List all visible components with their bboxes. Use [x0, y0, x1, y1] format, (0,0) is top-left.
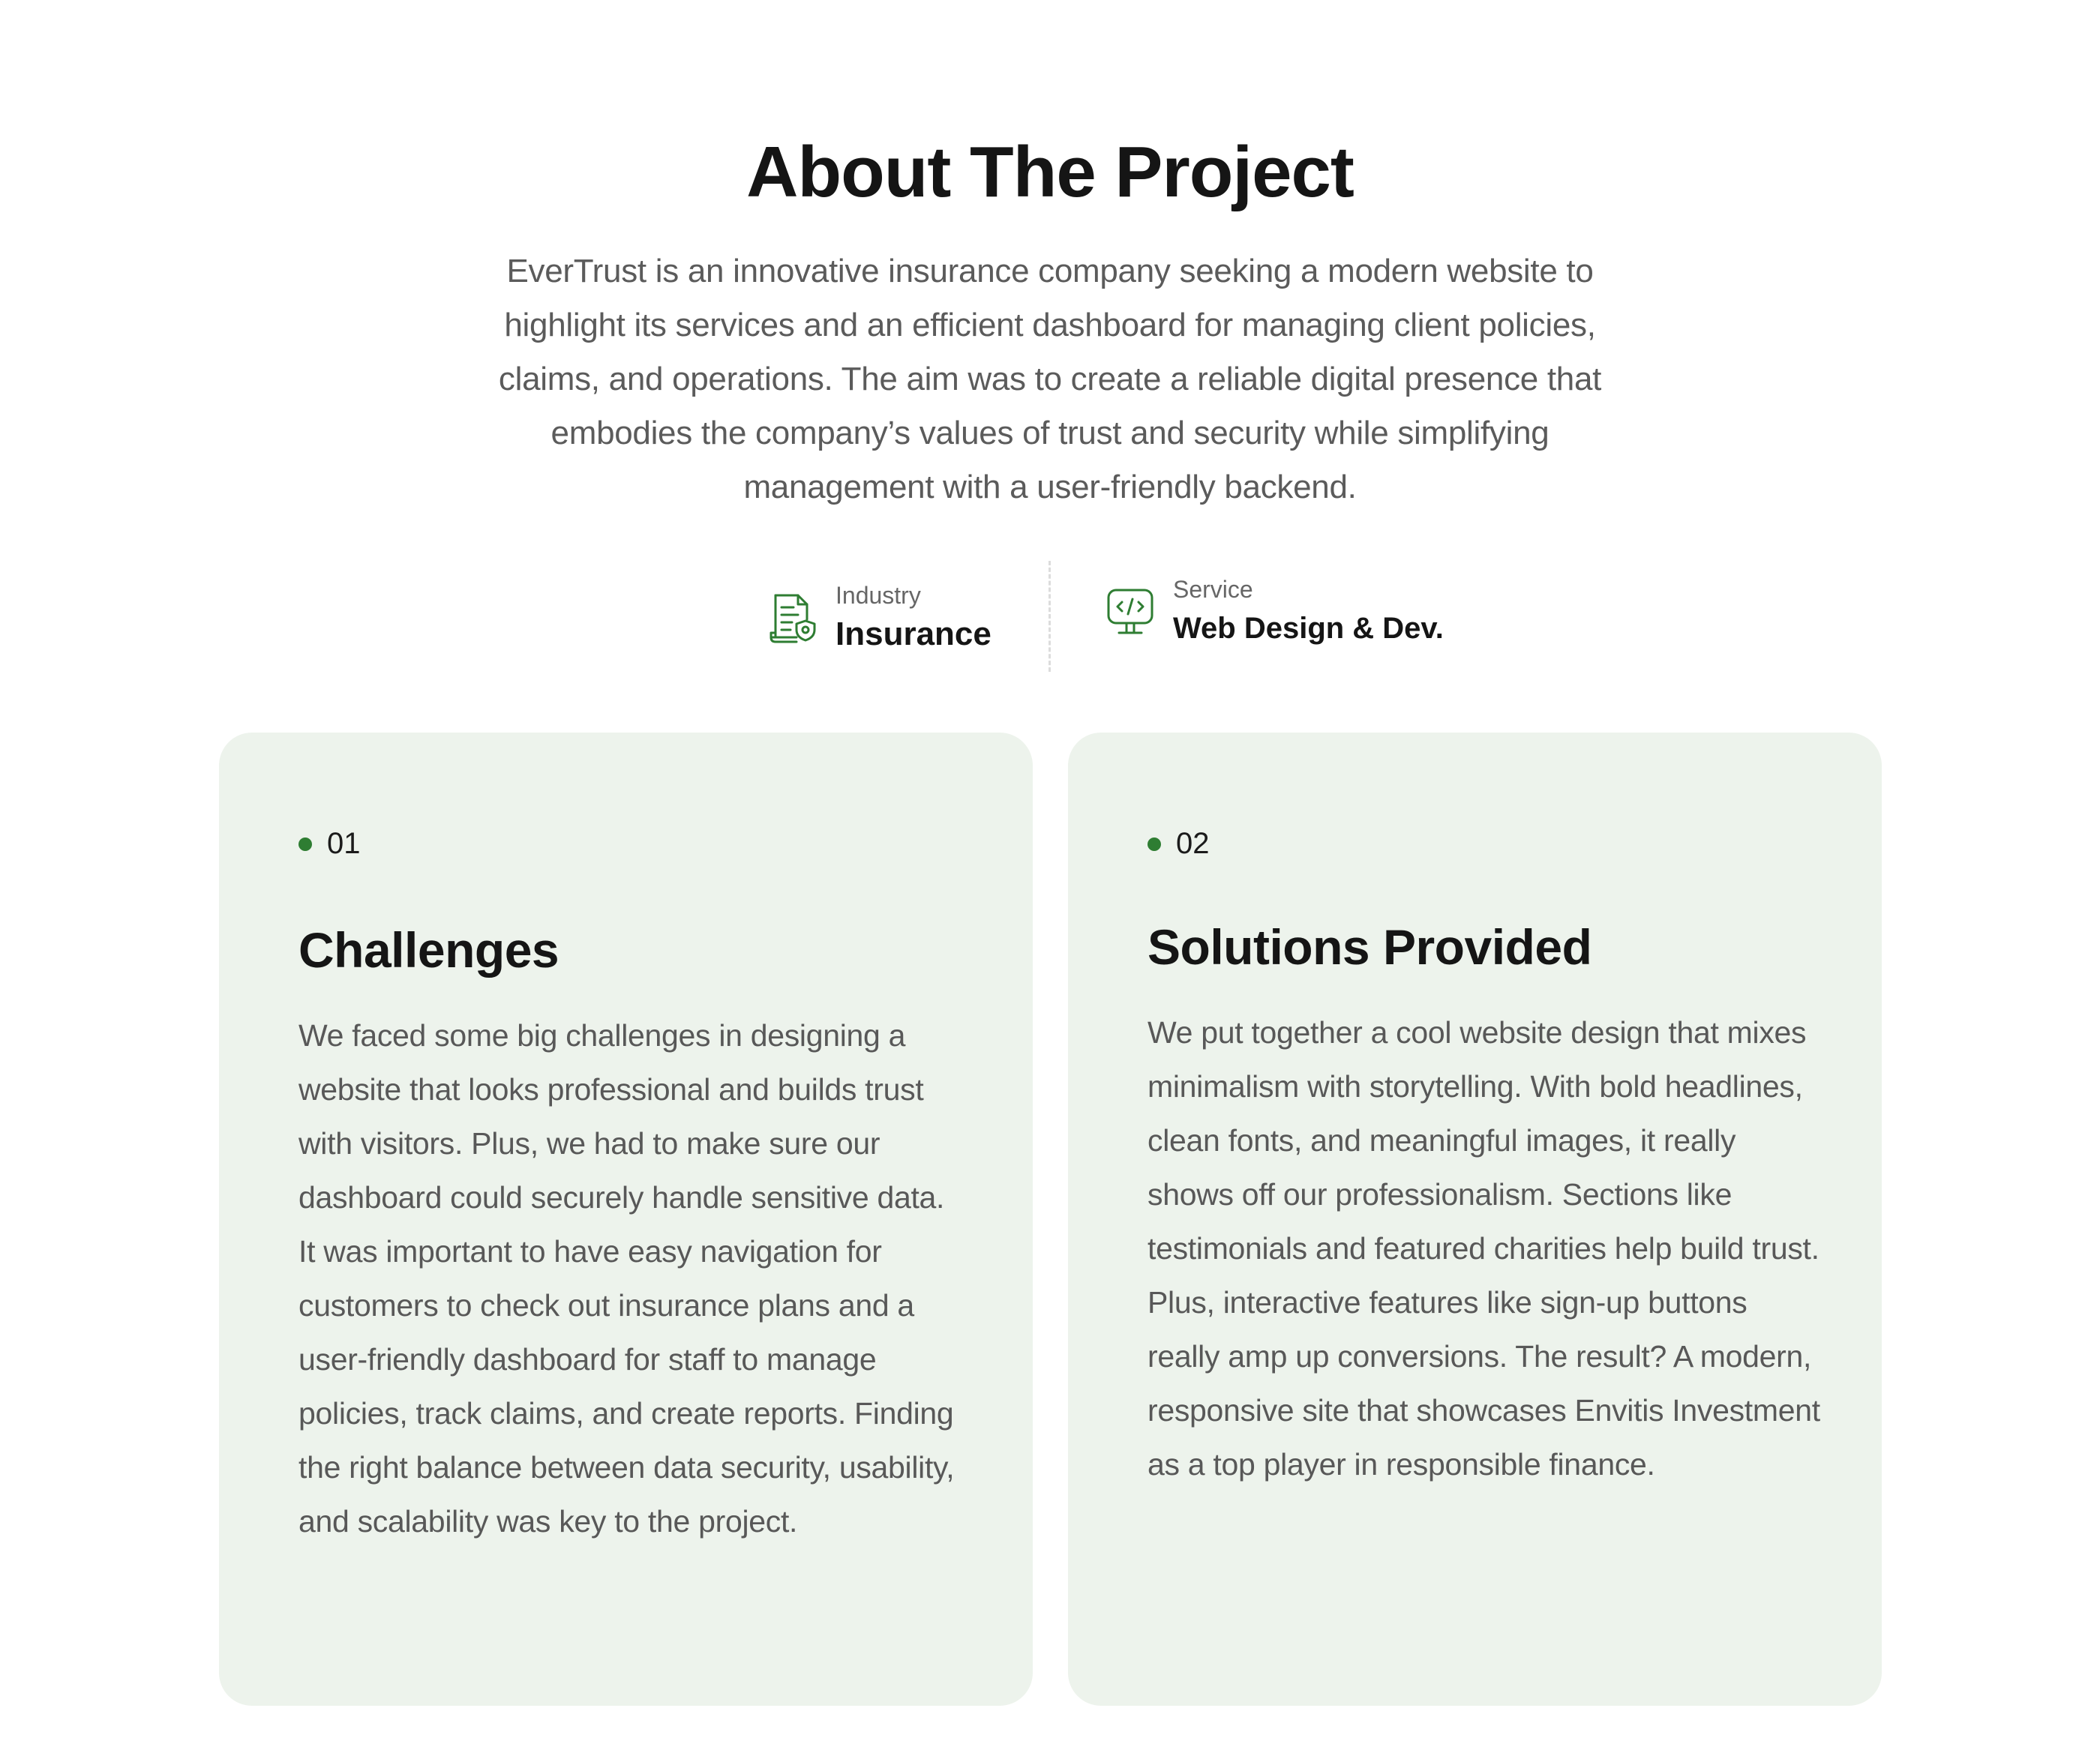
card-body: We faced some big challenges in designing a website that looks professional and builds trust with visitors. Plus, we had to make sure our dashboard could securely handle sensitive data. It was important to have easy navigation for customers to check out insurance plans and a user-friendly dashboard for staff to manage policies, track claims, and create reports. Finding the right balance between data security, usability, and scalability was key to the project.: [298, 1018, 955, 1539]
page-title: About The Project: [746, 132, 1354, 212]
service-info: [1104, 574, 1444, 649]
card-title: Challenges: [298, 922, 560, 978]
card-number-text: 02: [1176, 827, 1210, 860]
card-number-text: 01: [327, 827, 361, 860]
solutions-card: [1068, 733, 1882, 1706]
document-shield-icon: [766, 590, 819, 646]
bullet-dot-icon: [298, 838, 312, 851]
service-label: Service: [1173, 576, 1253, 603]
bullet-dot-icon: [1148, 838, 1161, 851]
about-section: [0, 127, 2100, 514]
challenges-card: [219, 733, 1033, 1706]
service-value: Web Design & Dev.: [1173, 612, 1444, 645]
industry-label: Industry: [836, 582, 921, 609]
card-number: [298, 827, 361, 861]
industry-value: Insurance: [836, 616, 992, 652]
project-meta: [0, 561, 2100, 672]
project-description: EverTrust is an innovative insurance company seeking a modern website to highlight its services and an efficient dashboard for managing client policies, claims, and operations. The aim was to create a reliable digital presence that embodies the company’s values of trust and security while simplifying management with a user-friendly backend.: [498, 253, 1602, 505]
card-title: Solutions Provided: [1148, 919, 1592, 975]
meta-divider: [1048, 561, 1051, 672]
card-number: [1148, 827, 1210, 861]
industry-info: [766, 580, 992, 655]
card-body: We put together a cool website design that mixes minimalism with storytelling. With bold headlines, clean fonts, and meaningful images, it really shows off our professionalism. Sections like testimonials and featured charities help build trust. Plus, interactive features like sign-up buttons really amp up conversions. The result? A modern, responsive site that showcases Envitis Investment as a top player in responsible finance.: [1148, 1015, 1820, 1482]
code-monitor-icon: [1104, 584, 1156, 640]
